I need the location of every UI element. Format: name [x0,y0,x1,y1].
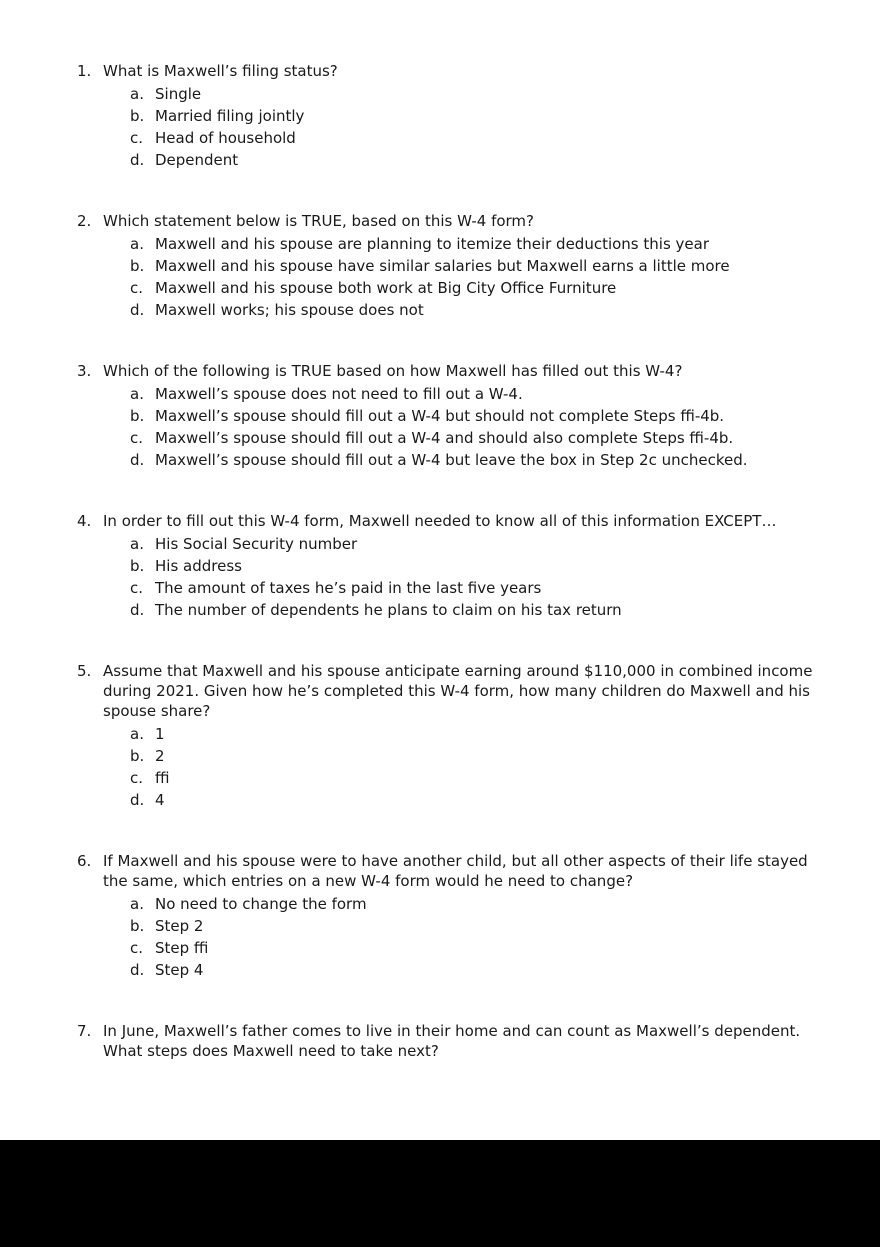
option-text: Married filing jointly [155,107,305,125]
option-c [130,277,830,299]
option-text: The amount of taxes he’s paid in the last five years [155,579,542,597]
option-letter: d. [130,151,145,169]
option-a [130,893,830,915]
option-text: No need to change the form [155,895,367,913]
options-list [77,533,830,621]
option-b [130,105,830,127]
option-letter: d. [130,961,145,979]
question-number: 6. [77,852,92,870]
option-text: 2 [155,747,165,765]
option-text: Maxwell’s spouse does not need to fill out a W-4. [155,385,523,403]
option-letter: b. [130,407,145,425]
option-d [130,299,830,321]
option-letter: a. [130,85,144,103]
option-c [130,767,830,789]
option-letter: b. [130,917,145,935]
option-d [130,599,830,621]
option-text: His Social Security number [155,535,358,553]
option-b [130,915,830,937]
question-text: If Maxwell and his spouse were to have another child, but all other aspects of their life stayed the same, which entries on a new W-4 form would he need to change? [103,852,808,890]
option-letter: b. [130,557,145,575]
option-text: Maxwell’s spouse should fill out a W-4 but leave the box in Step 2c unchecked. [155,451,748,469]
option-c [130,577,830,599]
options-list [77,893,830,981]
option-d [130,789,830,811]
option-d [130,149,830,171]
option-letter: a. [130,725,144,743]
option-text: Maxwell and his spouse are planning to itemize their deductions this year [155,235,709,253]
option-c [130,427,830,449]
option-text: Head of household [155,129,296,147]
question-6 [77,851,830,981]
question-number: 2. [77,212,92,230]
option-text: Step ffi [155,939,209,957]
option-text: Maxwell and his spouse have similar salaries but Maxwell earns a little more [155,257,730,275]
option-text: 4 [155,791,165,809]
redacted-black-band [0,1140,880,1247]
question-1 [77,61,830,171]
question-2 [77,211,830,321]
question-7 [77,1021,830,1061]
question-text: What is Maxwell’s filing status? [103,62,338,80]
option-letter: c. [130,939,144,957]
option-d [130,449,830,471]
question-number: 7. [77,1022,92,1040]
option-letter: a. [130,895,144,913]
question-number: 1. [77,62,92,80]
option-letter: a. [130,385,144,403]
option-letter: c. [130,579,144,597]
option-letter: c. [130,429,144,447]
option-a [130,723,830,745]
option-a [130,383,830,405]
option-text: The number of dependents he plans to claim on his tax return [155,601,622,619]
option-letter: d. [130,601,145,619]
option-letter: d. [130,791,145,809]
option-letter: b. [130,747,145,765]
option-text: His address [155,557,242,575]
option-d [130,959,830,981]
options-list [77,233,830,321]
option-text: Step 2 [155,917,204,935]
question-3 [77,361,830,471]
option-b [130,255,830,277]
question-text: In June, Maxwell’s father comes to live in their home and can count as Maxwell’s dependent. What steps does Maxwell need to take next? [103,1022,801,1060]
option-text: Step 4 [155,961,204,979]
option-a [130,233,830,255]
option-letter: d. [130,301,145,319]
question-text: Which statement below is TRUE, based on this W-4 form? [103,212,535,230]
question-text: Which of the following is TRUE based on how Maxwell has filled out this W-4? [103,362,683,380]
option-text: Dependent [155,151,239,169]
option-b [130,555,830,577]
option-letter: c. [130,769,144,787]
option-a [130,533,830,555]
options-list [77,383,830,471]
option-text: Maxwell’s spouse should fill out a W-4 and should also complete Steps ffi-4b. [155,429,734,447]
option-letter: a. [130,535,144,553]
question-5 [77,661,830,811]
option-letter: b. [130,107,145,125]
option-text: Maxwell works; his spouse does not [155,301,424,319]
question-text: In order to fill out this W-4 form, Maxwell needed to know all of this information EXCEPT… [103,512,777,530]
question-text: Assume that Maxwell and his spouse anticipate earning around $110,000 in combined income during 2021. Given how he’s completed this W-4 form, how many children do Maxwell and his spouse share? [103,662,813,720]
question-4 [77,511,830,621]
option-letter: d. [130,451,145,469]
option-text: Maxwell’s spouse should fill out a W-4 but should not complete Steps ffi-4b. [155,407,725,425]
options-list [77,723,830,811]
option-text: 1 [155,725,165,743]
question-number: 3. [77,362,92,380]
option-letter: c. [130,279,144,297]
question-number: 5. [77,662,92,680]
option-text: ffi [155,769,170,787]
options-list [77,83,830,171]
option-b [130,745,830,767]
option-a [130,83,830,105]
question-number: 4. [77,512,92,530]
option-text: Single [155,85,202,103]
option-c [130,937,830,959]
option-b [130,405,830,427]
option-c [130,127,830,149]
option-letter: b. [130,257,145,275]
option-text: Maxwell and his spouse both work at Big City Office Furniture [155,279,617,297]
option-letter: c. [130,129,144,147]
option-letter: a. [130,235,144,253]
